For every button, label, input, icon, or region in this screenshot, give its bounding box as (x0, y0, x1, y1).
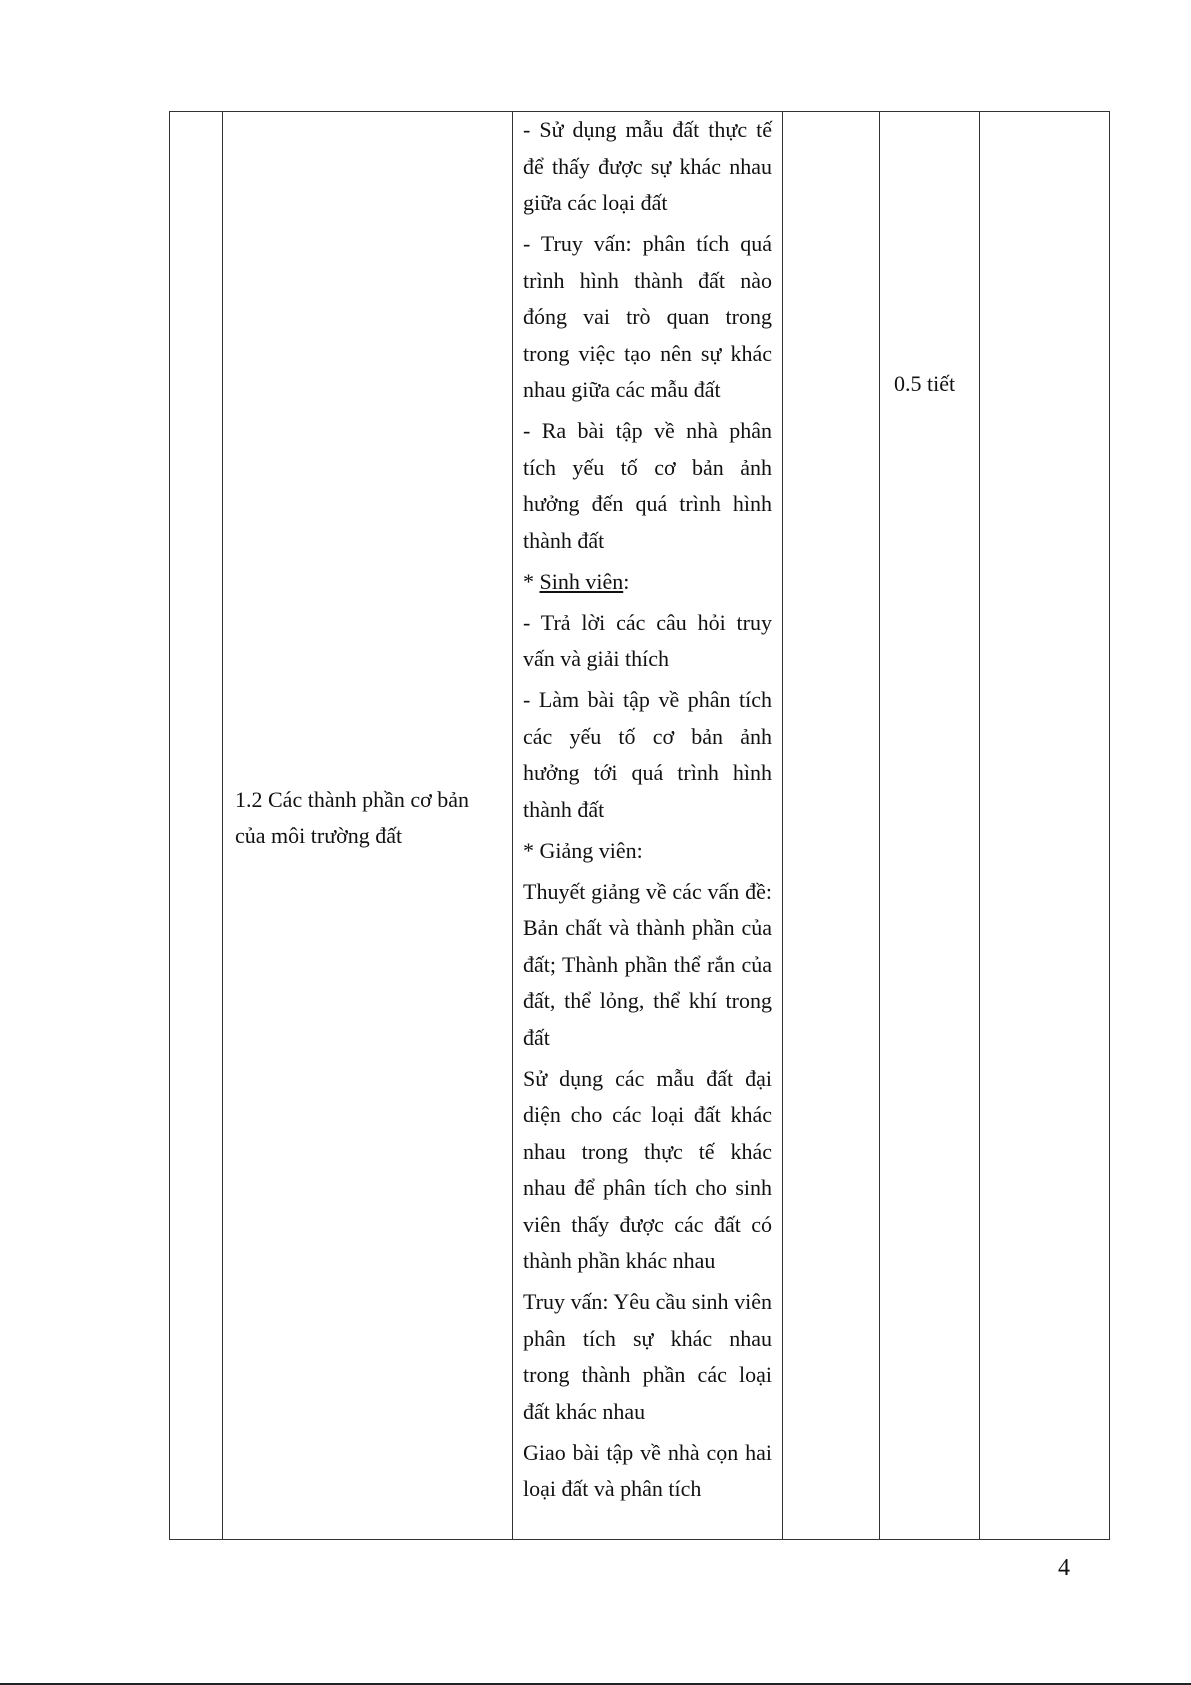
duration-value: 0.5 tiết (894, 371, 956, 396)
student-heading-prefix: * (523, 568, 540, 594)
lecturer-heading: * Giảng viên: (523, 837, 643, 863)
activity-item: - Làm bài tập về phân tích các yếu tố cơ bản ảnh hưởng tới quá trình hình thành đất (523, 687, 772, 822)
student-heading-suffix: : (623, 568, 630, 594)
cell-duration (880, 112, 980, 1540)
activity-item: Giao bài tập về nhà cọn hai loại đất và phân tích (523, 1439, 772, 1501)
activity-item: - Ra bài tập về nhà phân tích yếu tố cơ bản ảnh hưởng đến quá trình hình thành đất (523, 418, 772, 553)
student-heading (523, 564, 772, 601)
activity-item: - Truy vấn: phân tích quá trình hình thành đất nào đóng vai trò quan trong trong việc tạo nên sự khác nhau giữa các mẫu đất (523, 231, 772, 402)
table-row (170, 112, 1110, 1540)
cell-activities (513, 112, 783, 1540)
activity-list (513, 112, 782, 1508)
cell-topic (223, 112, 513, 1540)
activity-item: Sử dụng các mẫu đất đại diện cho các loại đất khác nhau trong thực tế khác nhau để phân tích cho sinh viên thấy được các đất có thành phần khác nhau (523, 1065, 772, 1273)
activity-item: Truy vấn: Yêu cầu sinh viên phân tích sự khác nhau trong thành phần các loại đất khác nhau (523, 1289, 772, 1424)
cell-index (170, 112, 223, 1540)
syllabus-table (169, 111, 1110, 1540)
topic-title: 1.2 Các thành phần cơ bản của môi trường đất (235, 787, 470, 848)
student-heading-label: Sinh viên (539, 568, 624, 594)
page-number: 4 (1058, 1555, 1070, 1581)
activity-item: - Sử dụng mẫu đất thực tế để thấy được sự khác nhau giữa các loại đất (523, 117, 772, 215)
cell-col6 (980, 112, 1110, 1540)
activity-item: - Trả lời các câu hỏi truy vấn và giải thích (523, 609, 772, 671)
cell-col4 (783, 112, 880, 1540)
activity-item: Thuyết giảng về các vấn đề: Bản chất và thành phần của đất; Thành phần thể rắn của đất, thể lỏng, thể khí trong đất (523, 878, 772, 1050)
